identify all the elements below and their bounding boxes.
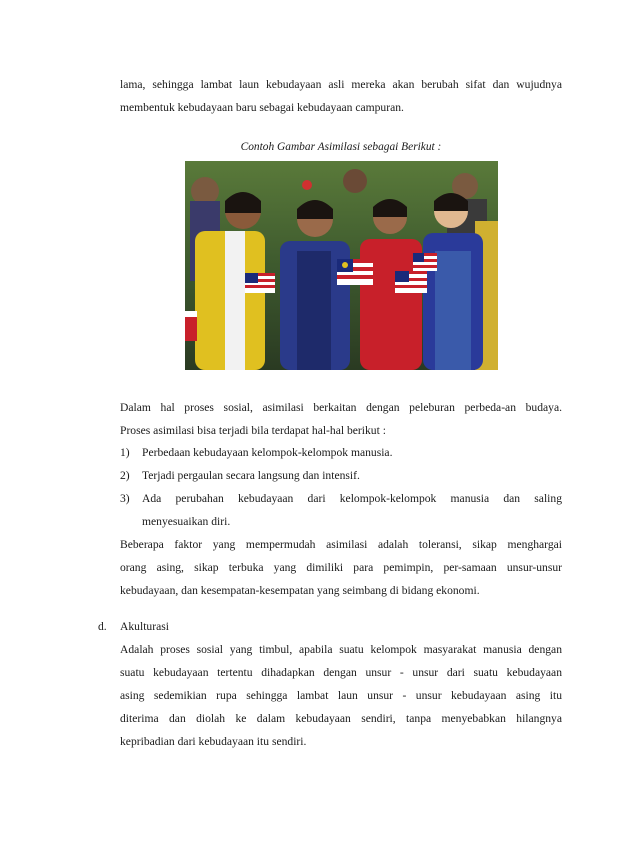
paragraph-1 xyxy=(120,396,562,442)
list-text: Terjadi pergaulan secara langsung dan intensif. xyxy=(142,469,360,482)
section-d-title: Akulturasi xyxy=(120,620,169,633)
list-item xyxy=(120,487,562,533)
list-item xyxy=(120,464,562,487)
intro-line-2: membentuk kebudayaan baru sebagai kebudayaan campuran. xyxy=(120,101,404,114)
list-number: 3) xyxy=(120,492,130,505)
list-number: 2) xyxy=(120,469,130,482)
paragraph-2-line-2: orang asing, sikap terbuka yang dimiliki para pemimpin, per-samaan unsur-unsur xyxy=(120,561,562,574)
conditions-list xyxy=(120,441,562,533)
section-d-line-2: suatu kebudayaan tertentu dihadapkan dengan unsur - unsur dari suatu kebudayaan xyxy=(120,666,562,679)
intro-line-1: lama, sehingga lambat laun kebudayaan asli mereka akan berubah sifat dan wujudnya xyxy=(120,78,562,91)
list-text: Perbedaan kebudayaan kelompok-kelompok manusia. xyxy=(142,446,393,459)
photo-women-with-flags-icon xyxy=(185,161,498,370)
section-d-line-3: asing sedemikian rupa sehingga lambat laun unsur - unsur kebudayaan asing itu xyxy=(120,689,562,702)
section-d xyxy=(120,615,562,753)
paragraph-2-line-1: Beberapa faktor yang mempermudah asimilasi adalah toleransi, sikap menghargai xyxy=(120,538,562,551)
list-text-line-1: Ada perubahan kebudayaan dari kelompok-kelompok manusia dan saling xyxy=(142,492,562,505)
section-d-line-5: kepribadian dari kebudayaan itu sendiri. xyxy=(120,735,307,748)
paragraph-2-line-3: kebudayaan, dan kesempatan-kesempatan yang seimbang di bidang ekonomi. xyxy=(120,584,480,597)
assimilation-photo xyxy=(185,161,498,370)
paragraph-1-line-2: Proses asimilasi bisa terjadi bila terdapat hal-hal berikut : xyxy=(120,424,386,437)
paragraph-2 xyxy=(120,533,562,602)
list-text-line-2: menyesuaikan diri. xyxy=(142,515,231,528)
figure-caption: Contoh Gambar Asimilasi sebagai Berikut : xyxy=(240,141,442,153)
section-d-line-4: diterima dan diolah ke dalam kebudayaan sendiri, tanpa menyebabkan hilangnya xyxy=(120,712,562,725)
section-d-label: d. xyxy=(98,620,107,633)
paragraph-1-line-1: Dalam hal proses sosial, asimilasi berkaitan dengan peleburan perbeda-an budaya. xyxy=(120,401,562,414)
list-item xyxy=(120,441,562,464)
intro-paragraph xyxy=(120,73,562,119)
list-number: 1) xyxy=(120,446,130,459)
section-d-line-1: Adalah proses sosial yang timbul, apabila suatu kelompok masyarakat manusia dengan xyxy=(120,643,562,656)
